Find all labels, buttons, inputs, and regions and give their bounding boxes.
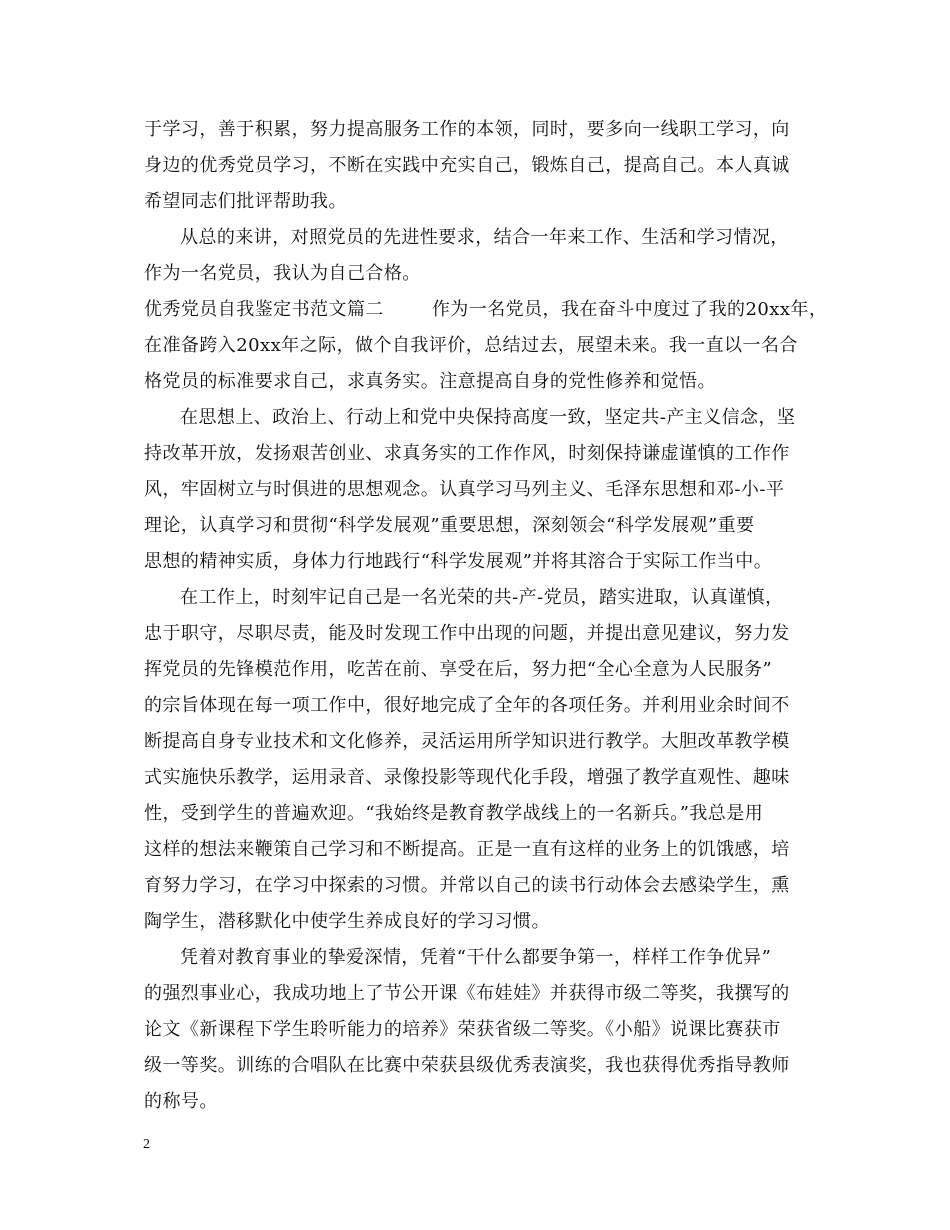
section-title: 优秀党员自我鉴定书范文篇二 [144, 299, 384, 320]
body-text [144, 112, 828, 1120]
paragraph-start-line: 在工作上，时刻牢记自己是一名光荣的共-产-党员，踏实进取，认真谨慎， [180, 587, 784, 608]
text-line: 的宗旨体现在每一项工作中，很好地完成了全年的各项任务。并利用业余时间不 [144, 695, 790, 716]
text-line: 级一等奖。训练的合唱队在比赛中荣获县级优秀表演奖，我也获得优秀指导教师 [144, 1055, 790, 1076]
section-heading-line [144, 292, 828, 328]
text-line: 陶学生，潜移默化中使学生养成良好的学习习惯。 [144, 911, 550, 932]
text-line: 挥党员的先锋模范作用，吃苦在前、享受在后，努力把“全心全意为人民服务” [144, 659, 773, 680]
text-line: 思想的精神实质，身体力行地践行“科学发展观”并将其溶合于实际工作当中。 [144, 551, 773, 572]
text-line: 格党员的标准要求自己，求真务实。注意提高自身的党性修养和觉悟。 [144, 371, 716, 392]
text-line: 风，牢固树立与时俱进的思想观念。认真学习马列主义、毛泽东思想和邓-小-平 [144, 479, 785, 500]
text-line: 持改革开放，发扬艰苦创业、求真务实的工作作风，时刻保持谦虚谨慎的工作作 [144, 443, 790, 464]
paragraph-start-line: 凭着对教育事业的挚爱深情，凭着“干什么都要争第一，样样工作争优异” [180, 947, 772, 968]
text-line: 身边的优秀党员学习，不断在实践中充实自己，锻炼自己，提高自己。本人真诚 [144, 155, 790, 176]
text-line: 希望同志们批评帮助我。 [144, 191, 347, 212]
text-line: 的称号。 [144, 1091, 218, 1112]
paragraph-start-line: 从总的来讲，对照党员的先进性要求，结合一年来工作、生活和学习情况， [180, 227, 789, 248]
text-line: 育努力学习，在学习中探索的习惯。并常以自己的读书行动体会去感染学生，熏 [144, 875, 790, 896]
text-line: 于学习，善于积累，努力提高服务工作的本领，同时，要多向一线职工学习，向 [144, 119, 790, 140]
text-line: 式实施快乐教学，运用录音、录像投影等现代化手段，增强了教学直观性、趣味 [144, 767, 790, 788]
text-line: 这样的想法来鞭策自己学习和不断提高。正是一直有这样的业务上的饥饿感，培 [144, 839, 790, 860]
text-line: 论文《新课程下学生聆听能力的培养》荣获省级二等奖。《小船》说课比赛获市 [144, 1019, 781, 1040]
text-line: 忠于职守，尽职尽责，能及时发现工作中出现的问题，并提出意见建议，努力发 [144, 623, 790, 644]
text-line: 作为一名党员，我认为自己合格。 [144, 263, 421, 284]
text-line: 的强烈事业心，我成功地上了节公开课《布娃娃》并获得市级二等奖，我撰写的 [144, 983, 790, 1004]
page-number: 2 [143, 1137, 150, 1152]
paragraph-start-line: 在思想上、政治上、行动上和党中央保持高度一致，坚定共-产主义信念，坚 [180, 407, 796, 428]
text-line: 在准备跨入20xx年之际，做个自我评价，总结过去，展望未来。我一直以一名合 [144, 335, 798, 356]
text-line: 性，受到学生的普遍欢迎。“我始终是教育教学战线上的一名新兵。”我总是用 [144, 803, 764, 824]
text-line: 理论，认真学习和贯彻“科学发展观”重要思想，深刻领会“科学发展观”重要 [144, 515, 755, 536]
text-line: 断提高自身专业技术和文化修养，灵活运用所学知识进行教学。大胆改革教学模 [144, 731, 790, 752]
heading-continuation: 作为一名党员，我在奋斗中度过了我的20xx年， [431, 299, 828, 320]
